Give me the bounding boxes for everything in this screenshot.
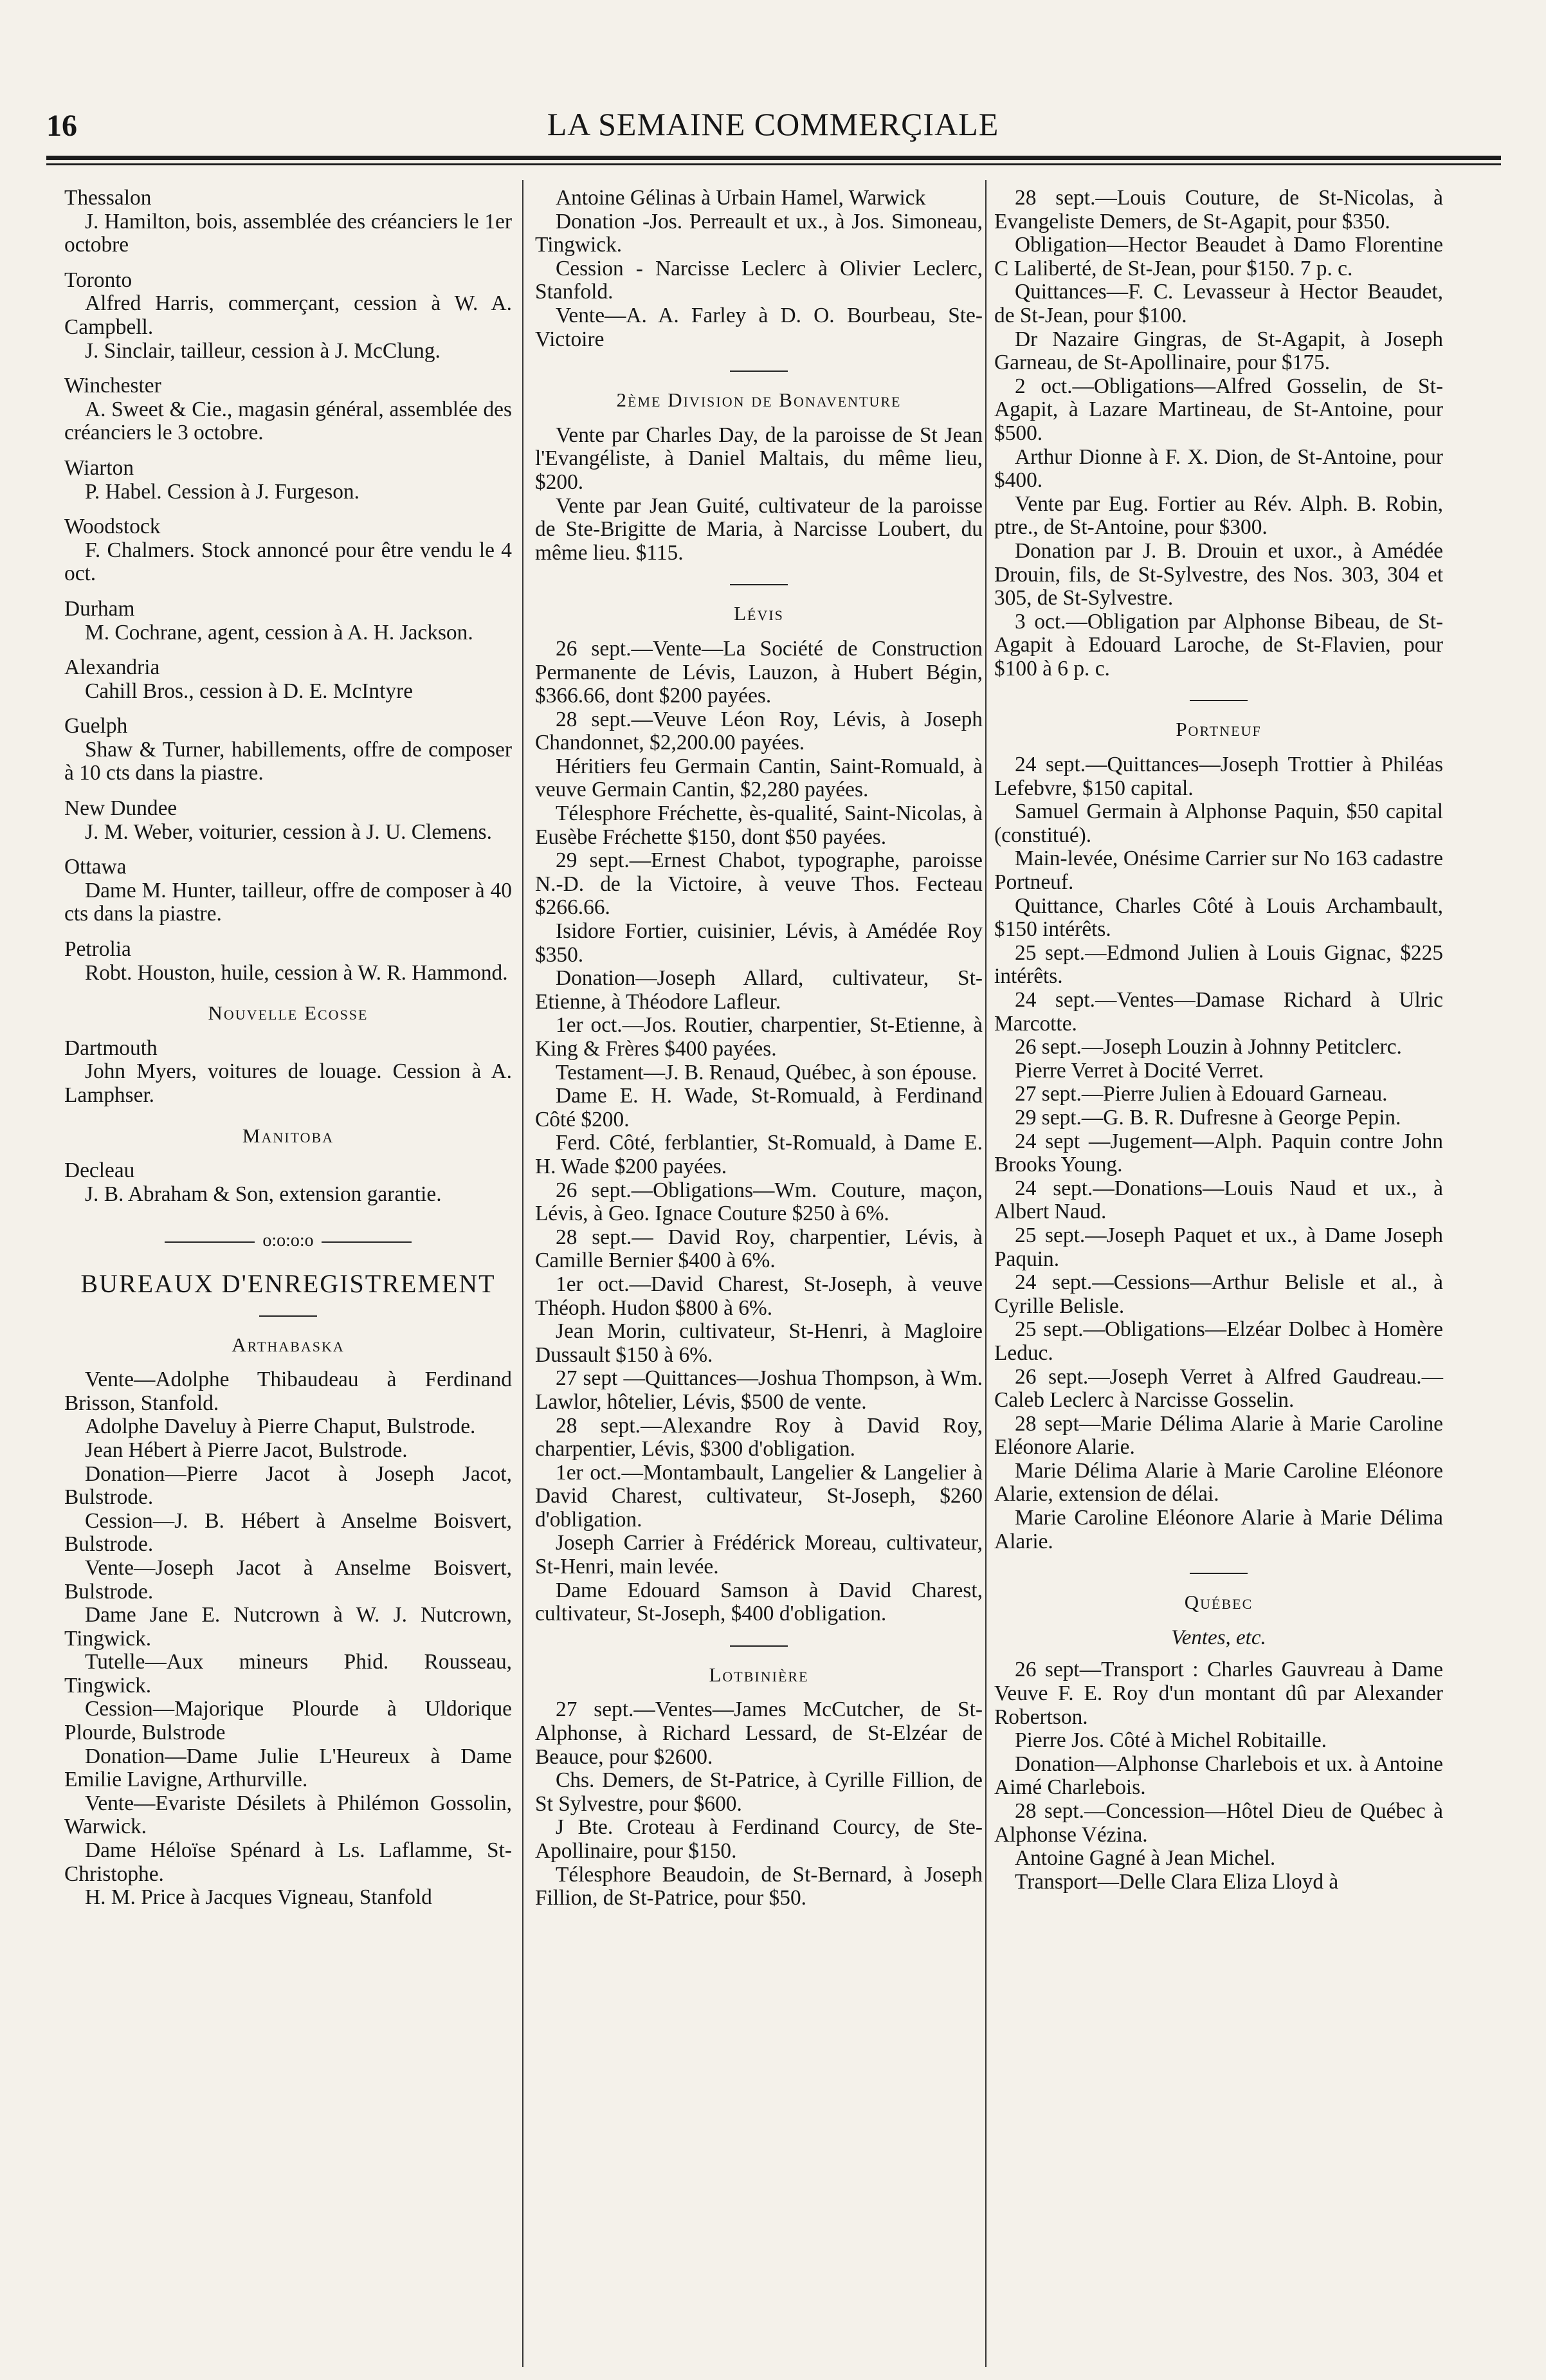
record: Cession—J. B. Hébert à Anselme Boisvert, Bulstrode. — [64, 1508, 512, 1557]
divider — [1190, 1573, 1248, 1574]
record: Dame Héloïse Spénard à Ls. Laflamme, St-Christophe. — [64, 1838, 512, 1886]
record: 25 sept.—Edmond Julien à Louis Gignac, $225 intérêts. — [994, 940, 1443, 989]
city-heading: Thessalon — [64, 186, 152, 210]
record: Quittances—F. C. Levasseur à Hector Beaudet, de St-Jean, pour $100. — [994, 280, 1443, 327]
record: 24 sept.—Donations—Louis Naud et ux., à Albert Naud. — [994, 1176, 1443, 1224]
record: Héritiers feu Germain Cantin, Saint-Romuald, à veuve Germain Cantin, $2,280 payées. — [535, 754, 983, 802]
notice: J. M. Weber, voiturier, cession à J. U. Clemens. — [85, 819, 492, 844]
record: Pierre Verret à Docité Verret. — [1015, 1058, 1264, 1083]
record: Vente—Evariste Désilets à Philémon Gossolin, Warwick. — [64, 1791, 512, 1839]
section-title: BUREAUX D'ENREGISTREMENT — [80, 1268, 496, 1298]
province-heading: Nouvelle Ecosse — [208, 1002, 368, 1025]
notice: Cahill Bros., cession à D. E. McIntyre — [85, 679, 414, 703]
column-separator — [985, 180, 987, 2367]
city-heading: Decleau — [64, 1158, 135, 1183]
ornament-line — [322, 1241, 412, 1243]
record: Jean Morin, cultivateur, St-Henri, à Magloire Dussault $150 à 6%. — [535, 1319, 983, 1367]
record: Testament—J. B. Renaud, Québec, à son épouse. — [556, 1060, 978, 1085]
divider — [730, 1645, 788, 1647]
header-rule-thin — [46, 163, 1501, 165]
record: Donation par J. B. Drouin et uxor., à Amédée Drouin, fils, de St-Sylvestre, des Nos. 303, 304 et 305, de St-Sylvestre. — [994, 538, 1443, 610]
record: Antoine Gagné à Jean Michel. — [1015, 1846, 1276, 1871]
record: Donation—Alphonse Charlebois et ux. à Antoine Aimé Charlebois. — [994, 1752, 1443, 1800]
record: Vente par Charles Day, de la paroisse de St Jean l'Evangéliste, à Daniel Maltais, du même lieu, $200. — [535, 423, 983, 494]
column-separator — [522, 180, 523, 2367]
record: 29 sept.—G. B. R. Dufresne à George Pepin. — [1015, 1105, 1401, 1130]
header-rule — [46, 156, 1501, 160]
notice: J. Sinclair, tailleur, cession à J. McClung. — [85, 338, 441, 363]
record: Arthur Dionne à F. X. Dion, de St-Antoine, pour $400. — [994, 444, 1443, 493]
column-3 — [994, 187, 1443, 1894]
record: Dame Jane E. Nutcrown à W. J. Nutcrown, Tingwick. — [64, 1603, 512, 1651]
notice: J. Hamilton, bois, assemblée des créanciers le 1er octobre — [64, 209, 512, 257]
record: Vente—A. A. Farley à D. O. Bourbeau, Ste-Victoire — [535, 303, 983, 351]
record: Antoine Gélinas à Urbain Hamel, Warwick — [556, 186, 926, 210]
divider — [730, 371, 788, 372]
record: Vente—Adolphe Thibaudeau à Ferdinand Brisson, Stanfold. — [64, 1368, 512, 1415]
record: 24 sept.—Ventes—Damase Richard à Ulric Marcotte. — [994, 988, 1443, 1036]
record: Chs. Demers, de St-Patrice, à Cyrille Fillion, de St Sylvestre, pour $600. — [535, 1768, 983, 1816]
record: 24 sept.—Quittances—Joseph Trottier à Philéas Lefebvre, $150 capital. — [994, 753, 1443, 800]
ornament-divider — [64, 1229, 512, 1253]
record: 2 oct.—Obligations—Alfred Gosselin, de St-Agapit, à Lazare Martineau, de St-Antoine, pour $500. — [994, 374, 1443, 445]
notice: Alfred Harris, commerçant, cession à W. A. Campbell. — [64, 291, 512, 339]
record: Télesphore Beaudoin, de St-Bernard, à Joseph Fillion, de St-Patrice, pour $50. — [535, 1862, 983, 1910]
city-heading: Ottawa — [64, 855, 127, 879]
city-heading: Wiarton — [64, 455, 134, 480]
notice: P. Habel. Cession à J. Furgeson. — [85, 479, 359, 504]
record: 27 sept.—Ventes—James McCutcher, de St-Alphonse, à Richard Lessard, de St-Elzéar de Beauce, pour $2600. — [535, 1698, 983, 1769]
record: 25 sept.—Joseph Paquet et ux., à Dame Joseph Paquin. — [994, 1223, 1443, 1271]
record: Dame Edouard Samson à David Charest, cultivateur, St-Joseph, $400 d'obligation. — [535, 1578, 983, 1626]
notice: F. Chalmers. Stock annoncé pour être vendu le 4 oct. — [64, 538, 512, 586]
notice: M. Cochrane, agent, cession à A. H. Jackson. — [85, 620, 473, 645]
city-heading: Winchester — [64, 374, 161, 398]
notice: John Myers, voitures de louage. Cession à A. Lamphser. — [64, 1059, 512, 1107]
record: 1er oct.—David Charest, St-Joseph, à veuve Théoph. Hudon $800 à 6%. — [535, 1272, 983, 1320]
record: Main-levée, Onésime Carrier sur No 163 cadastre Portneuf. — [994, 847, 1443, 895]
record: Donation—Dame Julie L'Heureux à Dame Emilie Lavigne, Arthurville. — [64, 1744, 512, 1792]
district-heading: Québec — [1184, 1591, 1253, 1614]
record: 1er oct.—Montambault, Langelier & Langelier à David Charest, cultivateur, St-Joseph, $260 d'obligation. — [535, 1460, 983, 1532]
record: 26 sept—Transport : Charles Gauvreau à Dame Veuve F. E. Roy d'un montant dû par Alexander Robertson. — [994, 1658, 1443, 1729]
record: Télesphore Fréchette, ès-qualité, Saint-Nicolas, à Eusèbe Fréchette $150, dont $50 payées. — [535, 801, 983, 849]
page-number: 16 — [46, 109, 77, 143]
record: H. M. Price à Jacques Vigneau, Stanfold — [85, 1885, 432, 1910]
city-heading: Guelph — [64, 714, 128, 738]
page-title: LA SEMAINE COMMERÇIALE — [547, 106, 999, 142]
record: Marie Délima Alarie à Marie Caroline Eléonore Alarie, extension de délai. — [994, 1458, 1443, 1506]
record: 26 sept.—Vente—La Société de Construction Permanente de Lévis, Lauzon, à Hubert Bégin, $366.66, dont $200 payées. — [535, 636, 983, 708]
record: Obligation—Hector Beaudet à Damo Florentine C Laliberté, de St-Jean, pour $150. 7 p. c. — [994, 233, 1443, 280]
column-1 — [64, 187, 512, 1910]
district-heading: Arthabaska — [232, 1333, 345, 1356]
record: Vente par Eug. Fortier au Rév. Alph. B. Robin, ptre., de St-Antoine, pour $300. — [994, 491, 1443, 540]
record: J Bte. Croteau à Ferdinand Courcy, de Ste-Apollinaire, pour $150. — [535, 1815, 983, 1863]
record: Marie Caroline Eléonore Alarie à Marie Délima Alarie. — [994, 1506, 1443, 1553]
record: Donation—Joseph Allard, cultivateur, St-Etienne, à Théodore Lafleur. — [535, 966, 983, 1014]
record: 3 oct.—Obligation par Alphonse Bibeau, de St-Agapit à Edouard Laroche, de St-Flavien, pour $100 à 6 p. c. — [994, 609, 1443, 681]
record: 28 sept.—Concession—Hôtel Dieu de Québec à Alphonse Vézina. — [994, 1799, 1443, 1847]
notice: J. B. Abraham & Son, extension garantie. — [85, 1182, 442, 1206]
record: Vente—Joseph Jacot à Anselme Boisvert, Bulstrode. — [64, 1555, 512, 1604]
record: Donation -Jos. Perreault et ux., à Jos. Simoneau, Tingwick. — [535, 209, 983, 257]
divider — [1190, 700, 1248, 701]
record: Jean Hébert à Pierre Jacot, Bulstrode. — [85, 1438, 408, 1462]
record: Donation—Pierre Jacot à Joseph Jacot, Bulstrode. — [64, 1461, 512, 1510]
record: 27 sept.—Pierre Julien à Edouard Garneau. — [1015, 1082, 1388, 1106]
district-heading: Portneuf — [1176, 718, 1262, 741]
district-heading: Lévis — [734, 602, 784, 625]
column-2 — [535, 187, 983, 1910]
record: Transport—Delle Clara Eliza Lloyd à — [1015, 1869, 1339, 1894]
record: Ferd. Côté, ferblantier, St-Romuald, à Dame E. H. Wade $200 payées. — [535, 1131, 983, 1178]
notice: A. Sweet & Cie., magasin général, assemblée des créanciers le 3 octobre. — [64, 397, 512, 445]
province-heading: Manitoba — [242, 1124, 334, 1147]
record: 25 sept.—Obligations—Elzéar Dolbec à Homère Leduc. — [994, 1317, 1443, 1365]
subheading: Ventes, etc. — [1171, 1625, 1266, 1649]
record: 26 sept.—Joseph Louzin à Johnny Petitclerc. — [1015, 1035, 1402, 1059]
record: Dame E. H. Wade, St-Romuald, à Ferdinand Côté $200. — [535, 1084, 983, 1131]
ornament-line — [165, 1241, 255, 1243]
notice: Robt. Houston, huile, cession à W. R. Hammond. — [85, 960, 508, 985]
record: 28 sept.—Alexandre Roy à David Roy, charpentier, Lévis, $300 d'obligation. — [535, 1413, 983, 1461]
record: 28 sept.—Veuve Léon Roy, Lévis, à Joseph Chandonnet, $2,200.00 payées. — [535, 707, 983, 755]
record: Adolphe Daveluy à Pierre Chaput, Bulstrode. — [85, 1414, 476, 1439]
record: 26 sept.—Joseph Verret à Alfred Gaudreau.—Caleb Leclerc à Narcisse Gosselin. — [994, 1364, 1443, 1413]
district-heading: Lotbinière — [709, 1663, 809, 1686]
city-heading: Durham — [64, 596, 135, 621]
divider — [730, 584, 788, 585]
notice: Shaw & Turner, habillements, offre de composer à 10 cts dans la piastre. — [64, 737, 512, 785]
record: Joseph Carrier à Frédérick Moreau, cultivateur, St-Henri, main levée. — [535, 1531, 983, 1579]
record: Dr Nazaire Gingras, de St-Agapit, à Joseph Garneau, de St-Apollinaire, pour $175. — [994, 327, 1443, 375]
record: 28 sept—Marie Délima Alarie à Marie Caroline Eléonore Alarie. — [994, 1411, 1443, 1460]
record: 29 sept.—Ernest Chabot, typographe, paroisse N.-D. de la Victoire, à veuve Thos. Fecteau $266.66. — [535, 848, 983, 920]
record: Tutelle—Aux mineurs Phid. Rousseau, Tingwick. — [64, 1650, 512, 1698]
record: 1er oct.—Jos. Routier, charpentier, St-Etienne, à King & Frères $400 payées. — [535, 1013, 983, 1061]
record: 28 sept.— David Roy, charpentier, Lévis, à Camille Bernier $400 à 6%. — [535, 1225, 983, 1273]
city-heading: New Dundee — [64, 796, 177, 821]
ornament-text: o:o:o:o — [262, 1231, 314, 1251]
record: 28 sept.—Louis Couture, de St-Nicolas, à Evangeliste Demers, de St-Agapit, pour $350. — [994, 186, 1443, 233]
record: 27 sept —Quittances—Joshua Thompson, à Wm. Lawlor, hôtelier, Lévis, $500 de vente. — [535, 1366, 983, 1414]
record: 24 sept —Jugement—Alph. Paquin contre John Brooks Young. — [994, 1129, 1443, 1177]
record: Cession—Majorique Plourde à Uldorique Plourde, Bulstrode — [64, 1697, 512, 1745]
district-heading: 2ème Division de Bonaventure — [616, 389, 902, 412]
record: Quittance, Charles Côté à Louis Archambault, $150 intérêts. — [994, 893, 1443, 942]
record: Pierre Jos. Côté à Michel Robitaille. — [1015, 1728, 1327, 1753]
record: Isidore Fortier, cuisinier, Lévis, à Amédée Roy $350. — [535, 919, 983, 967]
divider — [259, 1315, 317, 1317]
notice: Dame M. Hunter, tailleur, offre de composer à 40 cts dans la piastre. — [64, 878, 512, 926]
record: Samuel Germain à Alphonse Paquin, $50 capital (constitué). — [994, 800, 1443, 847]
record: 26 sept.—Obligations—Wm. Couture, maçon, Lévis, à Geo. Ignace Couture $250 à 6%. — [535, 1178, 983, 1226]
record: Cession - Narcisse Leclerc à Olivier Leclerc, Stanfold. — [535, 256, 983, 304]
city-heading: Petrolia — [64, 937, 131, 962]
city-heading: Toronto — [64, 268, 132, 292]
record: 24 sept.—Cessions—Arthur Belisle et al., à Cyrille Belisle. — [994, 1270, 1443, 1318]
city-heading: Woodstock — [64, 515, 161, 539]
city-heading: Dartmouth — [64, 1036, 158, 1060]
city-heading: Alexandria — [64, 655, 160, 680]
record: Vente par Jean Guité, cultivateur de la paroisse de Ste-Brigitte de Maria, à Narcisse Loubert, du même lieu. $115. — [535, 493, 983, 565]
